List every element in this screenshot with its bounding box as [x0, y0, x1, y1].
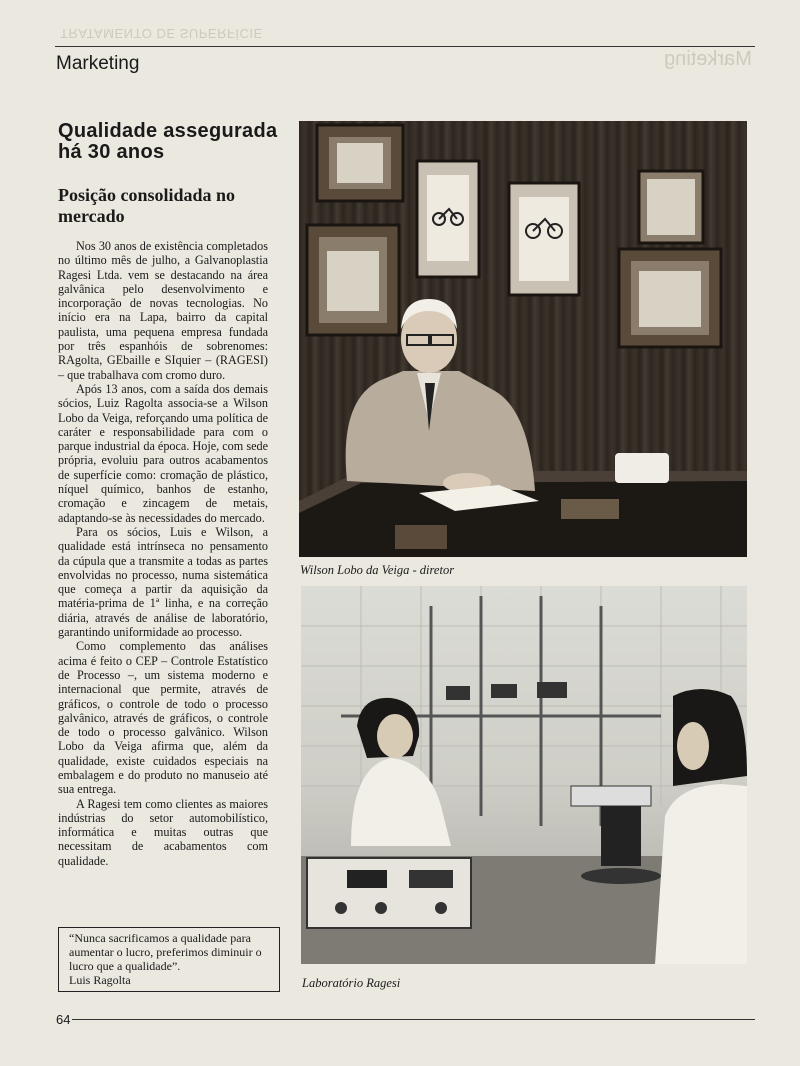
article-body [58, 239, 268, 868]
certificate-frame [307, 225, 399, 335]
clamps [446, 682, 567, 700]
director-photo-caption: Wilson Lobo da Veiga - diretor [300, 563, 455, 577]
certificate-frame [639, 171, 703, 243]
page-number: 64 [56, 1012, 71, 1027]
lab-technician-left [351, 698, 451, 846]
footer-rule [72, 1019, 755, 1020]
quote-text: “Nunca sacrificamos a qualidade para aumentar o lucro, preferimos diminuir o lucro que a qualidade”. [69, 931, 262, 973]
bleed-through-section: Marketing [664, 48, 752, 70]
certificate-frame [619, 249, 721, 347]
telephone [615, 453, 669, 483]
laboratory-photo-caption: Laboratório Ragesi [302, 976, 401, 990]
paragraph: Para os sócios, Luis e Wilson, a qualidade está intrínseca no pensamento da cúpula que a transmite a todas as partes envolvidas no processo, numa sistemática que começa a partir da aquisição da matéria-prima de 1ª linha, e na correção diária, através de análise de laboratório, garantindo uniformidade ao processo. [58, 524, 268, 640]
director-photo [299, 121, 747, 557]
paragraph: Após 13 anos, com a saída dos demais sócios, Luiz Ragolta associa-se a Wilson Lobo da Veiga, reforçando uma política de caráter e responsabilidade para com o parque industrial da época. Hoje, com sede própria, evoluiu para outros acabamentos de superfície como: cromação de plástico, níquel químico, banhos de estanho, cromação e zincagem de metais, adaptando-se às necessidades do mercado. [58, 381, 268, 525]
laboratory-photo-illustration [301, 586, 747, 964]
certificate-frame [317, 125, 403, 201]
paragraph: Nos 30 anos de existência completados no último mês de julho, a Galvanoplastia Ragesi Ltda. vem se destacando na área galvânica pelo desenvolvimento e incorporação de novas tecnologias. No início era na Lapa, bairro da capital paulista, uma pequena empresa fundada por três espanhóis de sobrenomes: RAgolta, GEbaille e SIquier – (RAGESI) – que trabalhava com cromo duro. [58, 239, 268, 382]
motorcycle-poster-frame [417, 161, 479, 277]
section-label: Marketing [56, 53, 140, 74]
paragraph: A Ragesi tem como clientes as maiores indústrias do setor automobilístico, informática e muitas outras que necessitam de acabamentos com qualidade. [58, 796, 268, 868]
pull-quote [58, 927, 280, 992]
lab-instrument [307, 858, 471, 928]
article-subheadline: Posição consolidada no mercado [58, 185, 236, 226]
laboratory-photo [301, 586, 747, 964]
director-photo-illustration [299, 121, 747, 557]
quote-author: Luis Ragolta [69, 973, 131, 987]
motorcycle-poster-frame [509, 183, 579, 295]
name-plate [561, 499, 619, 519]
article-headline: Qualidade assegurada há 30 anos [58, 120, 278, 163]
desk-box [395, 525, 447, 549]
paragraph: Como complemento das análises acima é feito o CEP – Controle Estatístico de Processo –, um sistema moderno e internacional que permite, através de gráficos, o controle de todo o processo galvânico, através de gráficos, o controle de todo o processo galvânico. Wilson Lobo da Veiga afirma que, além da qualidade, existe cuidados especiais na embalagem e do produto no manuseio até sua entrega. [58, 639, 268, 797]
bleed-through-heading: TRATAMENTO DE SUPERFÍCIE [60, 26, 263, 41]
lab-technician-right [655, 689, 747, 964]
header-rule [55, 46, 755, 47]
